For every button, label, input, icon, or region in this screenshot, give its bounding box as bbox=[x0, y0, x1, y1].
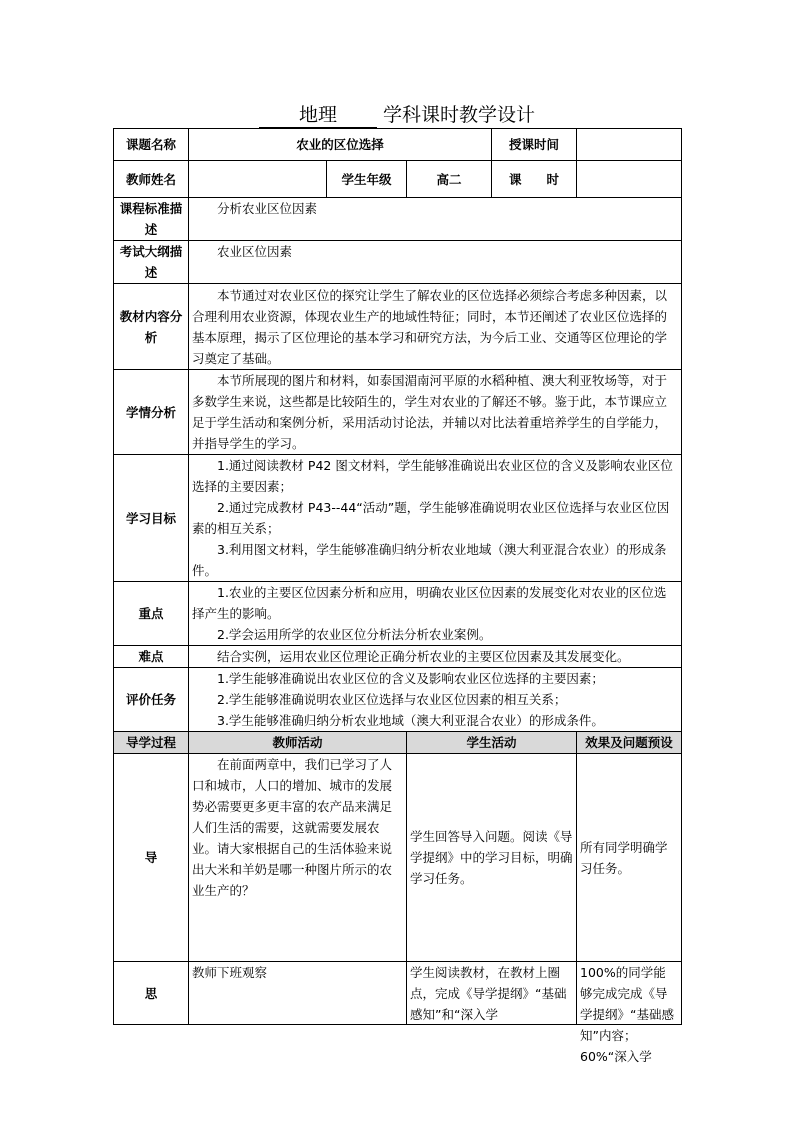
process-header-student: 学生活动 bbox=[407, 732, 577, 754]
eval-item: 1.学生能够准确说出农业区位的含义及影响农业区位选择的主要因素； bbox=[217, 671, 604, 686]
learner-text: 本节所展现的图片和材料，如泰国湄南河平原的水稻种植、澳大利亚牧场等，对于多数学生来说，这些都是比较陌生的，学生对农业的了解还不够。鉴于此，本节课应立足于学生活动和案例分析，采用活动讨论法，并辅以对比法着重培养学生的自学能力，并指导学生的学习。 bbox=[192, 373, 668, 451]
standard-row bbox=[114, 198, 682, 241]
eval-row bbox=[114, 668, 682, 732]
step-teacher: 教师下班观察 bbox=[192, 965, 268, 980]
textbook-text: 本节通过对农业区位的探究让学生了解农业的区位选择必须综合考虑多种因素，以合理利用农业资源，体现农业生产的地域性特征；同时，本节还阐述了农业区位选择的基本原理，揭示了区位理论的基本学习和研究方法，为今后工业、交通等区位理论的学习奠定了基础。 bbox=[192, 287, 668, 366]
process-header-teacher: 教师活动 bbox=[189, 732, 407, 754]
step-stage: 思 bbox=[114, 962, 189, 1025]
time-value bbox=[577, 129, 682, 161]
eval-label: 评价任务 bbox=[114, 668, 189, 732]
key-item: 2.学会运用所学的农业区位分析法分析农业案例。 bbox=[217, 627, 492, 642]
goal-item: 2.通过完成教材 P43--44“活动”题，学生能够准确说明农业区位选择与农业区位因素的相互关系； bbox=[192, 500, 670, 536]
difficult-row bbox=[114, 646, 682, 668]
goals-label: 学习目标 bbox=[114, 455, 189, 582]
goal-item: 1.通过阅读教材 P42 图文材料，学生能够准确说出农业区位的含义及影响农业区位选择的主要因素； bbox=[192, 458, 673, 494]
step-student: 学生阅读教材，在教材上圈点，完成《导学提纲》“基础感知”和“深入学 bbox=[410, 965, 567, 1022]
period-value bbox=[577, 161, 682, 198]
step-teacher: 在前面两章中，我们已学习了人口和城市，人口的增加、城市的发展势必需要更多更丰富的农产品来满足人们生活的需要，这就需要发展农业。请大家根据自己的生活体验来说出大米和羊奶是哪一种图片所示的农业生产的？ bbox=[192, 757, 393, 898]
process-step-row bbox=[114, 962, 682, 1025]
exam-text: 农业区位因素 bbox=[217, 244, 293, 259]
process-header-effect: 效果及问题预设 bbox=[577, 732, 682, 754]
eval-item: 3.学生能够准确归纳分析农业地域（澳大利亚混合农业）的形成条件。 bbox=[217, 713, 604, 728]
period-label: 课 时 bbox=[492, 161, 577, 198]
title-rest: 学科课时教学设计 bbox=[383, 104, 536, 126]
topic-value: 农业的区位选择 bbox=[189, 129, 492, 161]
lesson-plan-table bbox=[113, 128, 682, 1064]
difficult-label: 难点 bbox=[114, 646, 189, 668]
topic-label: 课题名称 bbox=[114, 129, 189, 161]
process-header-stage: 导学过程 bbox=[114, 732, 189, 754]
grade-value: 高二 bbox=[407, 161, 492, 198]
standard-text: 分析农业区位因素 bbox=[217, 201, 318, 216]
step-student: 学生回答导入问题。阅读《导学提纲》中的学习目标，明确学习任务。 bbox=[410, 829, 573, 886]
textbook-label: 教材内容分析 bbox=[114, 284, 189, 370]
title-subject: 地理 bbox=[259, 100, 377, 128]
step-effect: 所有同学明确学习任务。 bbox=[580, 839, 668, 876]
exam-label: 考试大纲描述 bbox=[114, 241, 189, 284]
eval-item: 2.学生能够准确说明农业区位选择与农业区位因素的相互关系； bbox=[217, 692, 567, 707]
learner-label: 学情分析 bbox=[114, 370, 189, 455]
grade-label: 学生年级 bbox=[327, 161, 407, 198]
topic-row bbox=[114, 129, 682, 161]
teacher-value bbox=[189, 161, 327, 198]
standard-label: 课程标准描述 bbox=[114, 198, 189, 241]
teacher-label: 教师姓名 bbox=[114, 161, 189, 198]
goal-item: 3.利用图文材料，学生能够准确归纳分析农业地域（澳大利亚混合农业）的形成条件。 bbox=[192, 542, 667, 578]
key-row bbox=[114, 582, 682, 646]
step-stage: 导 bbox=[114, 754, 189, 962]
learner-row bbox=[114, 370, 682, 455]
teacher-row bbox=[114, 161, 682, 198]
key-label: 重点 bbox=[114, 582, 189, 646]
exam-row bbox=[114, 241, 682, 284]
textbook-row bbox=[114, 284, 682, 370]
page-title bbox=[0, 100, 794, 128]
goals-row bbox=[114, 455, 682, 582]
step-effect: 100%的同学能够完成完成《导学提纲》“基础感知”内容；60%“深入学 bbox=[580, 965, 674, 1064]
time-label: 授课时间 bbox=[492, 129, 577, 161]
process-step-row bbox=[114, 754, 682, 962]
key-item: 1.农业的主要区位因素分析和应用，明确农业区位因素的发展变化对农业的区位选择产生的影响。 bbox=[192, 585, 667, 621]
process-header-row bbox=[114, 732, 682, 754]
difficult-text: 结合实例，运用农业区位理论正确分析农业的主要区位因素及其发展变化。 bbox=[217, 649, 630, 664]
